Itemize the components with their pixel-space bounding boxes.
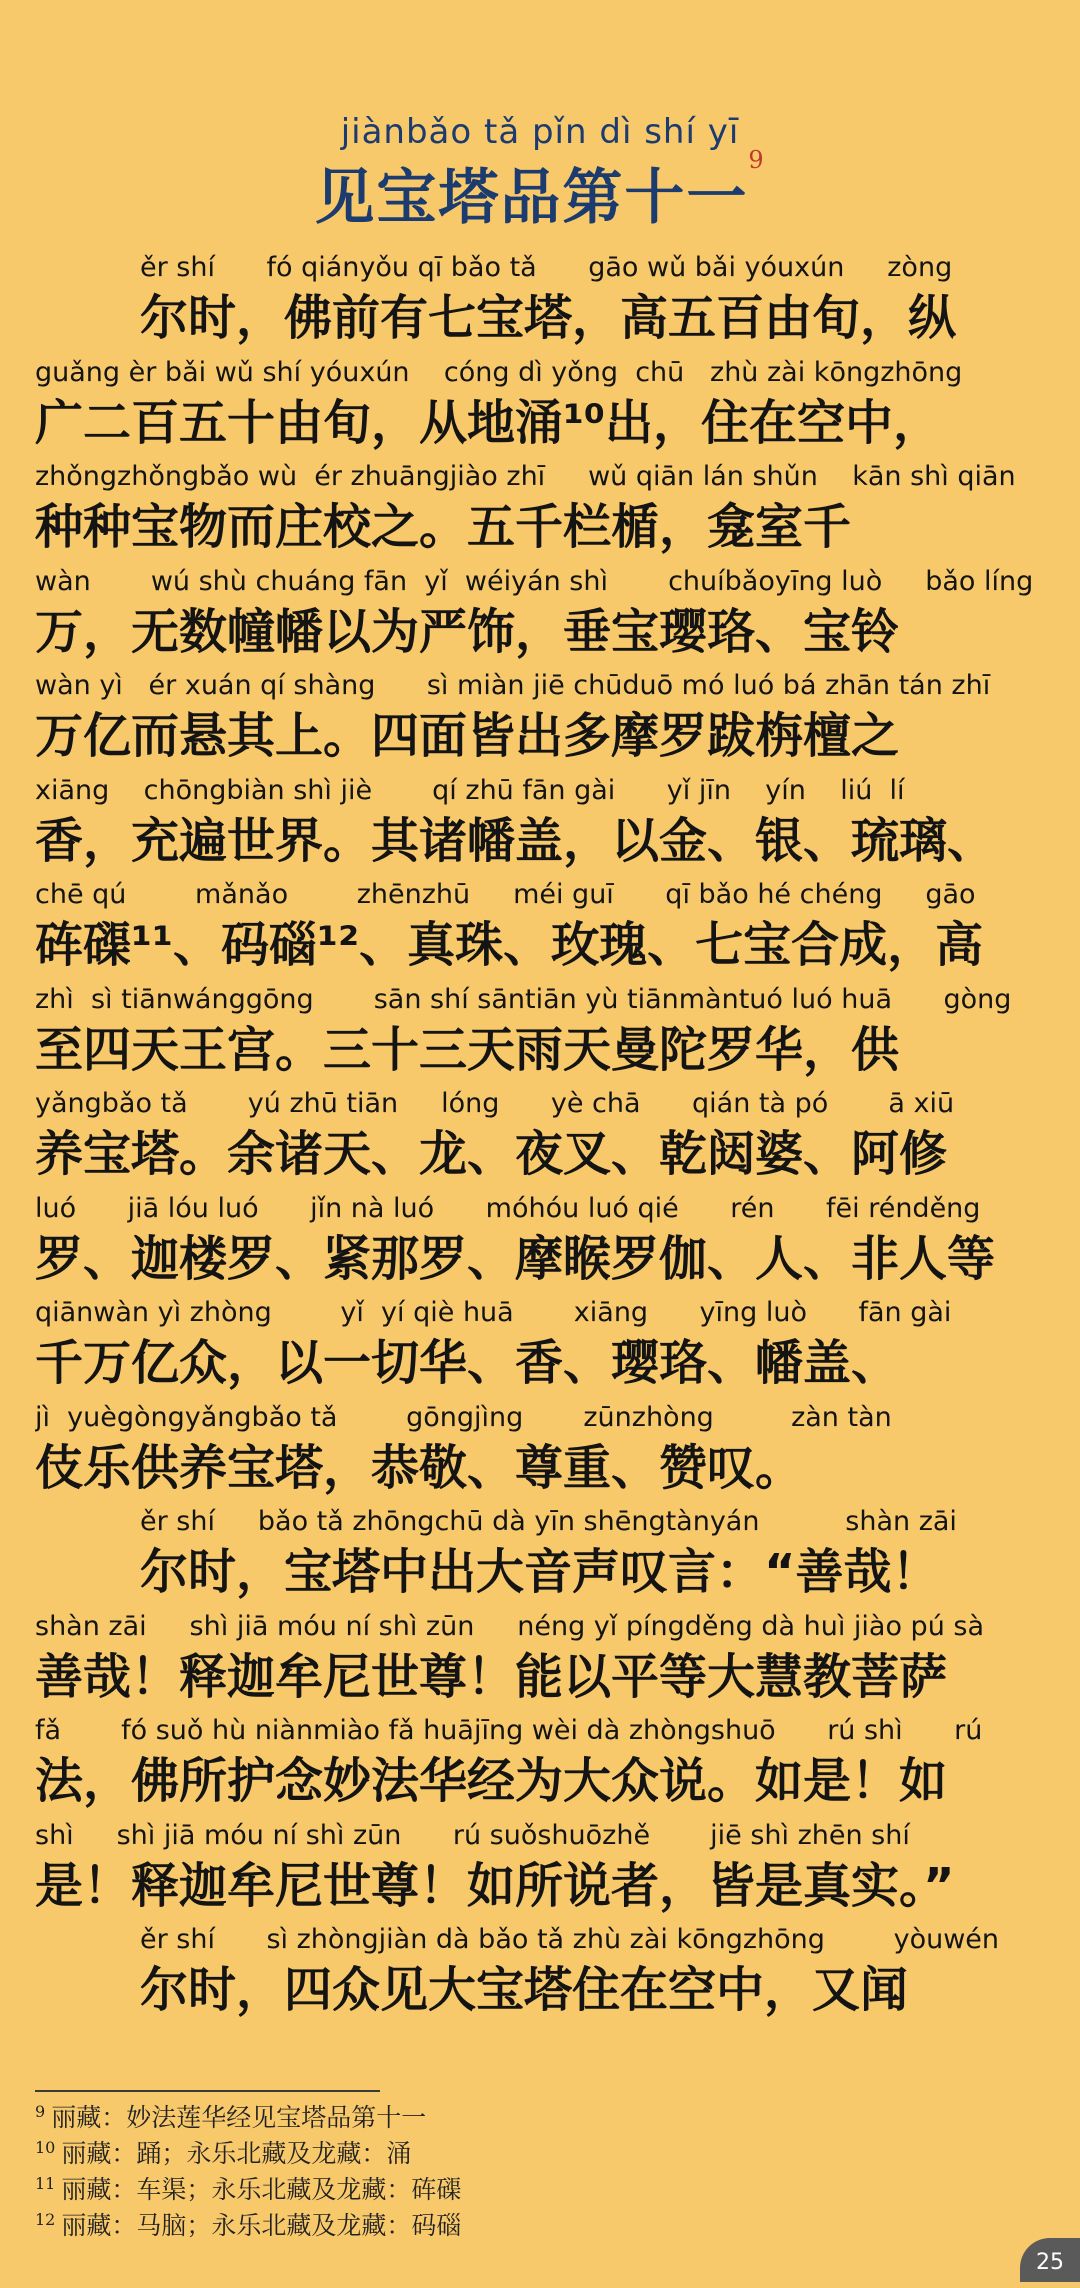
hanzi-line: 尔时，四众见大宝塔住在空中，又闻 <box>140 1962 909 2018</box>
hanzi-line: 是！释迦牟尼世尊！如所说者，皆是真实。” <box>35 1857 955 1914</box>
pinyin-line: ěr shí fó qiányǒu qī bǎo tǎ gāo wǔ bǎi yóuxún zòng <box>140 252 953 283</box>
hanzi-line: 香，充遍世界。其诸幡盖，以金、银、琉璃、 <box>35 812 996 869</box>
footnote <box>35 2136 935 2172</box>
hanzi-line: 法，佛所护念妙法华经为大众说。如是！如 <box>35 1753 948 1809</box>
footnote-text: 丽藏：妙法莲华经见宝塔品第十一 <box>51 2103 427 2132</box>
text-line <box>0 875 1080 980</box>
pinyin-line: yǎngbǎo tǎ yú zhū tiān lóng yè chā qián tà pó ā xiū <box>35 1088 955 1119</box>
text-line <box>0 1816 1080 1921</box>
footnote <box>35 2172 935 2208</box>
pinyin-line: wàn wú shù chuáng fān yǐ wéiyán shì chuíbǎoyīng luò bǎo líng <box>35 565 1034 597</box>
hanzi-line: 尔时，佛前有七宝塔，高五百由旬，纵 <box>140 290 957 346</box>
hanzi-line: 善哉！释迦牟尼世尊！能以平等大慧教菩萨 <box>35 1648 948 1705</box>
text-line <box>0 562 1080 667</box>
page-number-badge: 25 <box>1020 2238 1080 2282</box>
pinyin-line: luó jiā lóu luó jǐn nà luó móhóu luó qié rén fēi rénděng <box>35 1192 981 1224</box>
pinyin-line: ěr shí sì zhòngjiàn dà bǎo tǎ zhù zài kōngzhōng yòuwén <box>140 1924 1000 1955</box>
chapter-title <box>0 146 1080 236</box>
hanzi-line: 尔时，宝塔中出大音声叹言：“善哉！ <box>140 1544 940 1600</box>
hanzi-line: 砗磲¹¹、码碯¹²、真珠、玫瑰、七宝合成，高 <box>35 917 984 973</box>
hanzi-line: 万，无数幢幡以为严饰，垂宝璎珞、宝铃 <box>35 603 900 660</box>
hanzi-line: 伎乐供养宝塔，恭敬、尊重、赞叹。 <box>35 1439 804 1496</box>
hanzi-line: 养宝塔。余诸天、龙、夜叉、乾闼婆、阿修 <box>35 1126 948 1182</box>
footnote-number: 11 <box>35 2174 56 2193</box>
text-line <box>0 1084 1080 1189</box>
pinyin-line: shàn zāi shì jiā móu ní shì zūn néng yǐ píngděng dà huì jiào pú sà <box>35 1610 984 1642</box>
text-line <box>0 980 1080 1085</box>
text-line <box>0 666 1080 771</box>
footnote-number: 10 <box>35 2138 56 2157</box>
pinyin-line: ěr shí bǎo tǎ zhōngchū dà yīn shēngtànyán shàn zāi <box>140 1506 957 1537</box>
text-line <box>0 1711 1080 1816</box>
pinyin-line: shì shì jiā móu ní shì zūn rú suǒshuōzhě jiē shì zhēn shí <box>35 1819 910 1851</box>
pinyin-line: fǎ fó suǒ hù niànmiào fǎ huājīng wèi dà zhòngshuō rú shì rú <box>35 1715 983 1746</box>
sutra-body <box>0 248 1080 2025</box>
footnotes <box>35 2100 935 2244</box>
pinyin-line: guǎng èr bǎi wǔ shí yóuxún cóng dì yǒng chū zhù zài kōngzhōng <box>35 356 963 388</box>
pinyin-line: jì yuègòngyǎngbǎo tǎ gōngjìng zūnzhòng zàn tàn <box>35 1401 892 1433</box>
footnote-number: 9 <box>35 2102 46 2121</box>
hanzi-line: 罗、迦楼罗、紧那罗、摩睺罗伽、人、非人等 <box>35 1230 996 1287</box>
pinyin-line: zhǒngzhǒngbǎo wù ér zhuāngjiào zhī wǔ qiān lán shǔn kān shì qiān <box>35 461 1016 492</box>
title-footnote-ref[interactable]: 9 <box>748 146 766 174</box>
chapter-title-text: 见宝塔品第十一 <box>314 163 749 233</box>
text-line <box>0 771 1080 876</box>
footnote-number: 12 <box>35 2210 56 2229</box>
pinyin-line: wàn yì ér xuán qí shàng sì miàn jiē chūduō mó luó bá zhān tán zhī <box>35 670 991 701</box>
title-pinyin: jiànbǎo tǎ pǐn dì shí yī <box>340 112 740 152</box>
text-line <box>0 1189 1080 1294</box>
pinyin-line: zhì sì tiānwánggōng sān shí sāntiān yù tiānmàntuó luó huā gòng <box>35 983 1012 1015</box>
footnote-text: 丽藏：车渠；永乐北藏及龙藏：砗磲 <box>61 2175 462 2204</box>
text-line <box>0 248 1080 353</box>
pinyin-line: qiānwàn yì zhòng yǐ yí qiè huā xiāng yīng luò fān gài <box>35 1297 952 1328</box>
footnote-text: 丽藏：踊；永乐北藏及龙藏：涌 <box>61 2139 412 2168</box>
footnote-text: 丽藏：马脑；永乐北藏及龙藏：码碯 <box>61 2211 462 2240</box>
footnote <box>35 2208 935 2244</box>
pinyin-line: xiāng chōngbiàn shì jiè qí zhū fān gài yǐ jīn yín liú lí <box>35 774 905 806</box>
text-line <box>0 1502 1080 1607</box>
text-line <box>0 457 1080 562</box>
hanzi-line: 种种宝物而庄校之。五千栏楯，龛室千 <box>35 499 852 555</box>
text-line <box>0 1607 1080 1712</box>
text-line <box>0 353 1080 458</box>
text-line <box>0 1293 1080 1398</box>
footnote-divider <box>35 2090 380 2092</box>
hanzi-line: 万亿而悬其上。四面皆出多摩罗跋栴檀之 <box>35 708 900 764</box>
hanzi-line: 至四天王宫。三十三天雨天曼陀罗华，供 <box>35 1021 900 1078</box>
pinyin-line: chē qú mǎnǎo zhēnzhū méi guī qī bǎo hé chéng gāo <box>35 879 976 910</box>
hanzi-line: 广二百五十由旬，从地涌¹⁰出，住在空中， <box>35 394 942 451</box>
footnote <box>35 2100 935 2136</box>
text-line <box>0 1920 1080 2025</box>
hanzi-line: 千万亿众，以一切华、香、璎珞、幡盖、 <box>35 1335 900 1391</box>
text-line <box>0 1398 1080 1503</box>
